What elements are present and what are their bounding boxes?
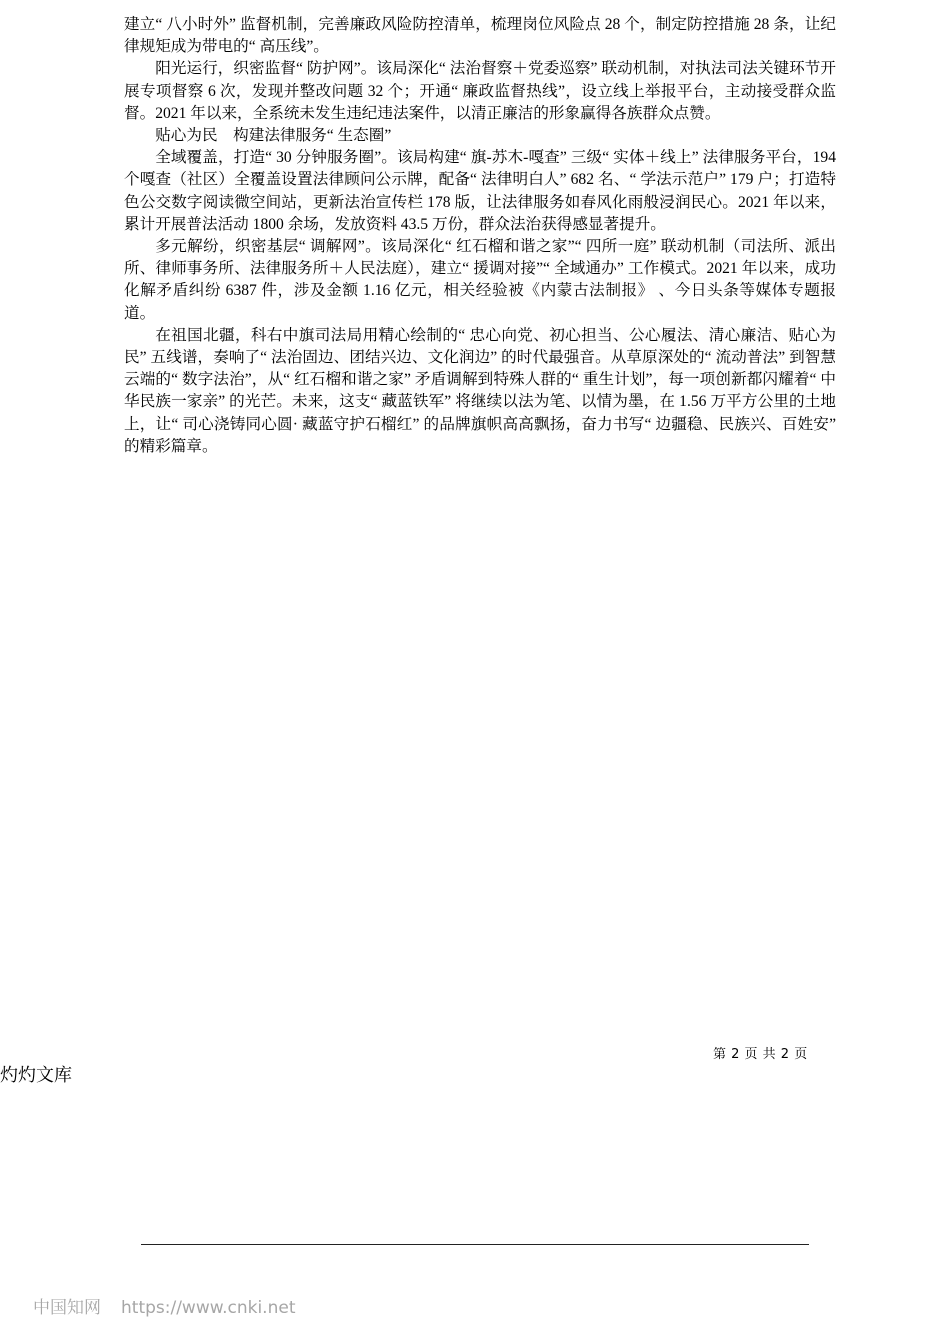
paragraph: 多元解纷，织密基层“ 调解网”。该局深化“ 红石榴和谐之家”“ 四所一庭” 联动机制（司法所、派出所、律师事务所、法律服务所＋人民法庭），建立“ 援调对接”“ 全域通办” 工作模式。2021 年以来，成功化解矛盾纠纷 6387 件，涉及金额 1.16 亿元，相关经验被《内蒙古法制报》 、今日头条等媒体专题报道。: [124, 238, 836, 322]
page-number: 第 2 页 共 2 页: [713, 1047, 808, 1062]
footer-divider: [141, 1244, 809, 1245]
document-body: [124, 14, 836, 458]
watermark-url[interactable]: https://www.cnki.net: [121, 1298, 296, 1318]
paragraph: 全域覆盖，打造“ 30 分钟服务圈”。该局构建“ 旗-苏木-嘎查” 三级“ 实体＋线上” 法律服务平台，194 个嘎查（社区）全覆盖设置法律顾问公示牌，配备“ 法律明白人” 682 名、“ 学法示范户” 179 户；打造特色公交数字阅读微空间站，更新法治宣传栏 178 版，让法律服务如春风化雨般浸润民心。2021 年以来，累计开展普法活动 1800 余场，发放资料 43.5 万份，群众法治获得感显著提升。: [124, 149, 836, 233]
paragraph: 建立“ 八小时外” 监督机制，完善廉政风险防控清单，梳理岗位风险点 28 个，制定防控措施 28 条，让纪律规矩成为带电的“ 高压线”。: [124, 16, 836, 56]
section-heading: 贴心为民 构建法律服务“ 生态圈”: [155, 127, 392, 145]
paragraph: 在祖国北疆，科右中旗司法局用精心绘制的“ 忠心向党、初心担当、公心履法、清心廉洁、贴心为民” 五线谱，奏响了“ 法治固边、团结兴边、文化润边” 的时代最强音。从草原深处的“ 流动普法” 到智慧云端的“ 数字法治”，从“ 红石榴和谐之家” 矛盾调解到特殊人群的“ 重生计划”，每一项创新都闪耀着“ 中华民族一家亲” 的光芒。未来，这支“ 藏蓝铁军” 将继续以法为笔、以情为墨，在 1.56 万平方公里的土地上，让“ 司心浇铸同心圆· 藏蓝守护石榴红” 的品牌旗帜高高飘扬，奋力书写“ 边疆稳、民族兴、百姓安” 的精彩篇章。: [124, 326, 836, 455]
paragraph: 阳光运行，织密监督“ 防护网”。该局深化“ 法治督察＋党委巡察” 联动机制，对执法司法关键环节开展专项督察 6 次，发现并整改问题 32 个；开通“ 廉政监督热线”，设立线上举报平台，主动接受群众监督。2021 年以来，全系统未发生违纪违法案件，以清正廉洁的形象赢得各族群众点赞。: [124, 60, 836, 122]
site-name: 灼灼文库: [0, 1065, 72, 1086]
watermark-name: 中国知网: [33, 1298, 101, 1318]
watermark: [33, 1293, 295, 1318]
